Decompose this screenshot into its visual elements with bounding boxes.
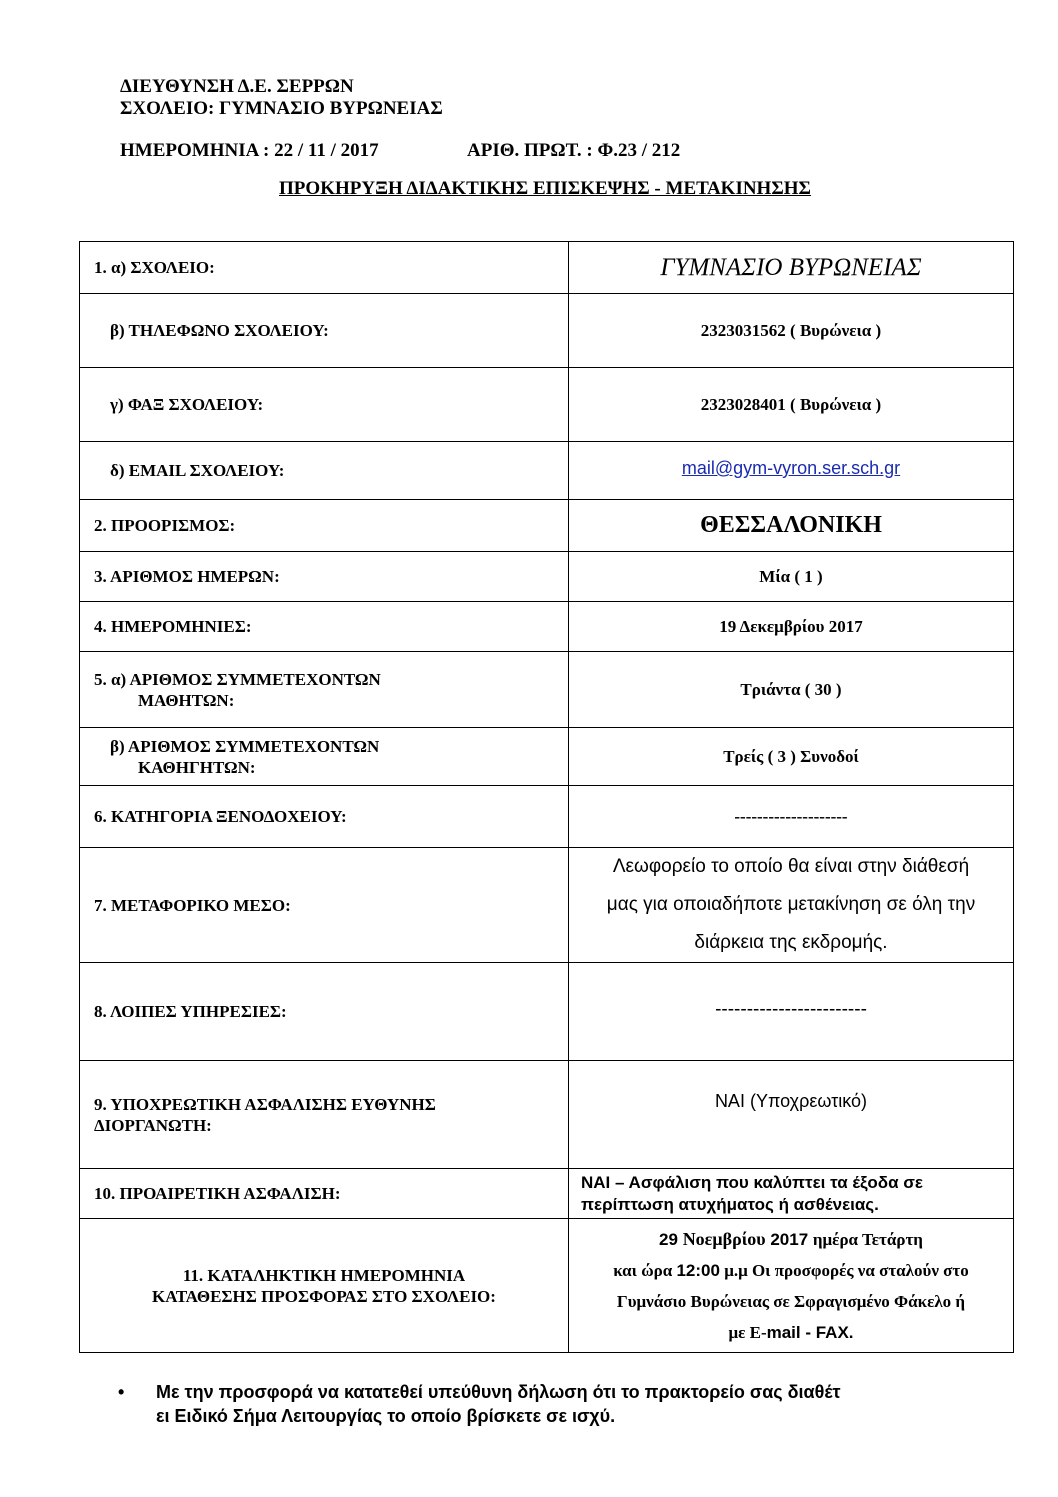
school-heading: ΣΧΟΛΕΙΟ: ΓΥΜΝΑΣΙΟ ΒΥΡΩΝΕΙΑΣ [120, 98, 443, 119]
phone-label: β) ΤΗΛΕΦΩΝΟ ΣΧΟΛΕΙΟΥ: [80, 294, 569, 368]
document-title: ΠΡΟΚΗΡΥΞΗ ΔΙΔΑΚΤΙΚΗΣ ΕΠΙΣΚΕΨΗΣ - ΜΕΤΑΚΙΝΗΣΗΣ [279, 178, 811, 199]
table-row [80, 242, 1014, 294]
teachers-label-line1: β) ΑΡΙΘΜΟΣ ΣΥΜΜΕΤΕΧΟΝΤΩΝ [110, 736, 380, 756]
transport-line1: Λεωφορείο το οποίο θα είναι στην διάθεσή [612, 856, 970, 877]
liability-label [80, 1061, 569, 1169]
table-row [80, 1219, 1014, 1353]
deadline-line1: 29 Νοεμβρίου 2017 ημέρα Τετάρτη [659, 1228, 923, 1249]
other-services-label: 8. ΛΟΙΠΕΣ ΥΠΗΡΕΣΙΕΣ: [80, 963, 569, 1061]
directorate-heading: ΔΙΕΥΘΥΝΣΗ Δ.Ε. ΣΕΡΡΩΝ [120, 76, 354, 97]
table-row [80, 1169, 1014, 1219]
transport-line2: μας για οποιαδήποτε μετακίνηση σε όλη την [606, 894, 976, 915]
optional-insurance-line2: περίπτωση ατυχήματος ή ασθένειας. [581, 1194, 879, 1214]
deadline-line3: Γυμνάσιο Βυρώνειας σε Σφραγισμένο Φάκελο ή [616, 1291, 966, 1311]
deadline-line4: με E-mail - FAX. [728, 1322, 854, 1342]
destination-name: ΘΕΣΣΑΛΟΝΙΚΗ [700, 512, 882, 538]
optional-insurance-value [569, 1169, 1014, 1219]
phone-value: 2323031562 ( Βυρώνεια ) [569, 294, 1014, 368]
liability-label-line2: ΔΙΟΡΓΑΝΩΤΗ: [94, 1115, 212, 1135]
other-services-dashes: ------------------------ [715, 999, 867, 1020]
other-services-value [569, 963, 1014, 1061]
hotel-value: -------------------- [569, 786, 1014, 848]
transport-label: 7. ΜΕΤΑΦΟΡΙΚΟ ΜΕΣΟ: [80, 848, 569, 963]
deadline-label [80, 1219, 569, 1353]
optional-insurance-label: 10. ΠΡΟΑΙΡΕΤΙΚΗ ΑΣΦΑΛΙΣΗ: [80, 1169, 569, 1219]
bullet-icon: • [118, 1382, 125, 1402]
table-row [80, 368, 1014, 442]
transport-line3: διάρκεια της εκδρομής. [694, 932, 888, 953]
deadline-label-line1: 11. ΚΑΤΑΛΗΚΤΙΚΗ ΗΜΕΡΟΜΗΝΙΑ [182, 1265, 466, 1285]
students-label [80, 652, 569, 728]
deadline-line2: και ώρα 12:00 μ.μ Οι προσφορές να σταλούν στο [613, 1260, 969, 1280]
bullet-note [118, 1380, 841, 1428]
optional-insurance-line1: ΝΑΙ – Ασφάλιση που καλύπτει τα έξοδα σε [581, 1172, 923, 1192]
students-label-line1: 5. α) ΑΡΙΘΜΟΣ ΣΥΜΜΕΤΕΧΟΝΤΩΝ [94, 669, 381, 689]
table-row [80, 442, 1014, 500]
school-value [569, 242, 1014, 294]
email-label: δ) EMAIL ΣΧΟΛΕΙΟΥ: [80, 442, 569, 500]
table-row [80, 848, 1014, 963]
table-row [80, 552, 1014, 602]
dates-value: 19 Δεκεμβρίου 2017 [569, 602, 1014, 652]
announcement-table [79, 241, 1014, 1353]
table-row [80, 786, 1014, 848]
table-row [80, 602, 1014, 652]
table-row [80, 728, 1014, 786]
liability-value [569, 1061, 1014, 1169]
days-value: Μία ( 1 ) [569, 552, 1014, 602]
email-link[interactable]: mail@gym-vyron.ser.sch.gr [681, 458, 901, 478]
table-row [80, 1061, 1014, 1169]
school-name: ΓΥΜΝΑΣΙΟ ΒΥΡΩΝΕΙΑΣ [660, 253, 922, 281]
teachers-label [80, 728, 569, 786]
email-value [569, 442, 1014, 500]
liability-label-line1: 9. ΥΠΟΧΡΕΩΤΙΚΗ ΑΣΦΑΛΙΣΗΣ ΕΥΘΥΝΗΣ [94, 1094, 436, 1114]
fax-label: γ) ΦΑΞ ΣΧΟΛΕΙΟΥ: [80, 368, 569, 442]
table-row [80, 294, 1014, 368]
table-row [80, 652, 1014, 728]
teachers-label-line2: ΚΑΘΗΓΗΤΩΝ: [138, 757, 256, 777]
teachers-value: Τρείς ( 3 ) Συνοδοί [569, 728, 1014, 786]
dates-label: 4. ΗΜΕΡΟΜΗΝΙΕΣ: [80, 602, 569, 652]
table-row [80, 500, 1014, 552]
deadline-label-line2: ΚΑΤΑΘΕΣΗΣ ΠΡΟΣΦΟΡΑΣ ΣΤΟ ΣΧΟΛΕΙΟ: [152, 1286, 496, 1306]
note-line1: Με την προσφορά να κατατεθεί υπεύθυνη δήλωση ότι το πρακτορείο σας διαθέτ [156, 1382, 841, 1402]
fax-value: 2323028401 ( Βυρώνεια ) [569, 368, 1014, 442]
destination-label: 2. ΠΡΟΟΡΙΣΜΟΣ: [80, 500, 569, 552]
school-label: 1. α) ΣΧΟΛΕΙΟ: [80, 242, 569, 294]
note-line2: ει Ειδικό Σήμα Λειτουργίας το οποίο βρίσκετε σε ισχύ. [156, 1406, 616, 1426]
destination-value [569, 500, 1014, 552]
protocol-number: ΑΡΙΘ. ΠΡΩΤ. : Φ.23 / 212 [467, 140, 681, 161]
table-row [80, 963, 1014, 1061]
days-label: 3. ΑΡΙΘΜΟΣ ΗΜΕΡΩΝ: [80, 552, 569, 602]
students-label-line2: ΜΑΘΗΤΩΝ: [138, 690, 235, 710]
students-value: Τριάντα ( 30 ) [569, 652, 1014, 728]
deadline-value [569, 1219, 1014, 1353]
transport-value [569, 848, 1014, 963]
hotel-label: 6. ΚΑΤΗΓΟΡΙΑ ΞΕΝΟΔΟΧΕΙΟΥ: [80, 786, 569, 848]
liability-text: ΝΑΙ (Υποχρεωτικό) [714, 1091, 868, 1111]
document-date: ΗΜΕΡΟΜΗΝΙΑ : 22 / 11 / 2017 [120, 140, 379, 161]
